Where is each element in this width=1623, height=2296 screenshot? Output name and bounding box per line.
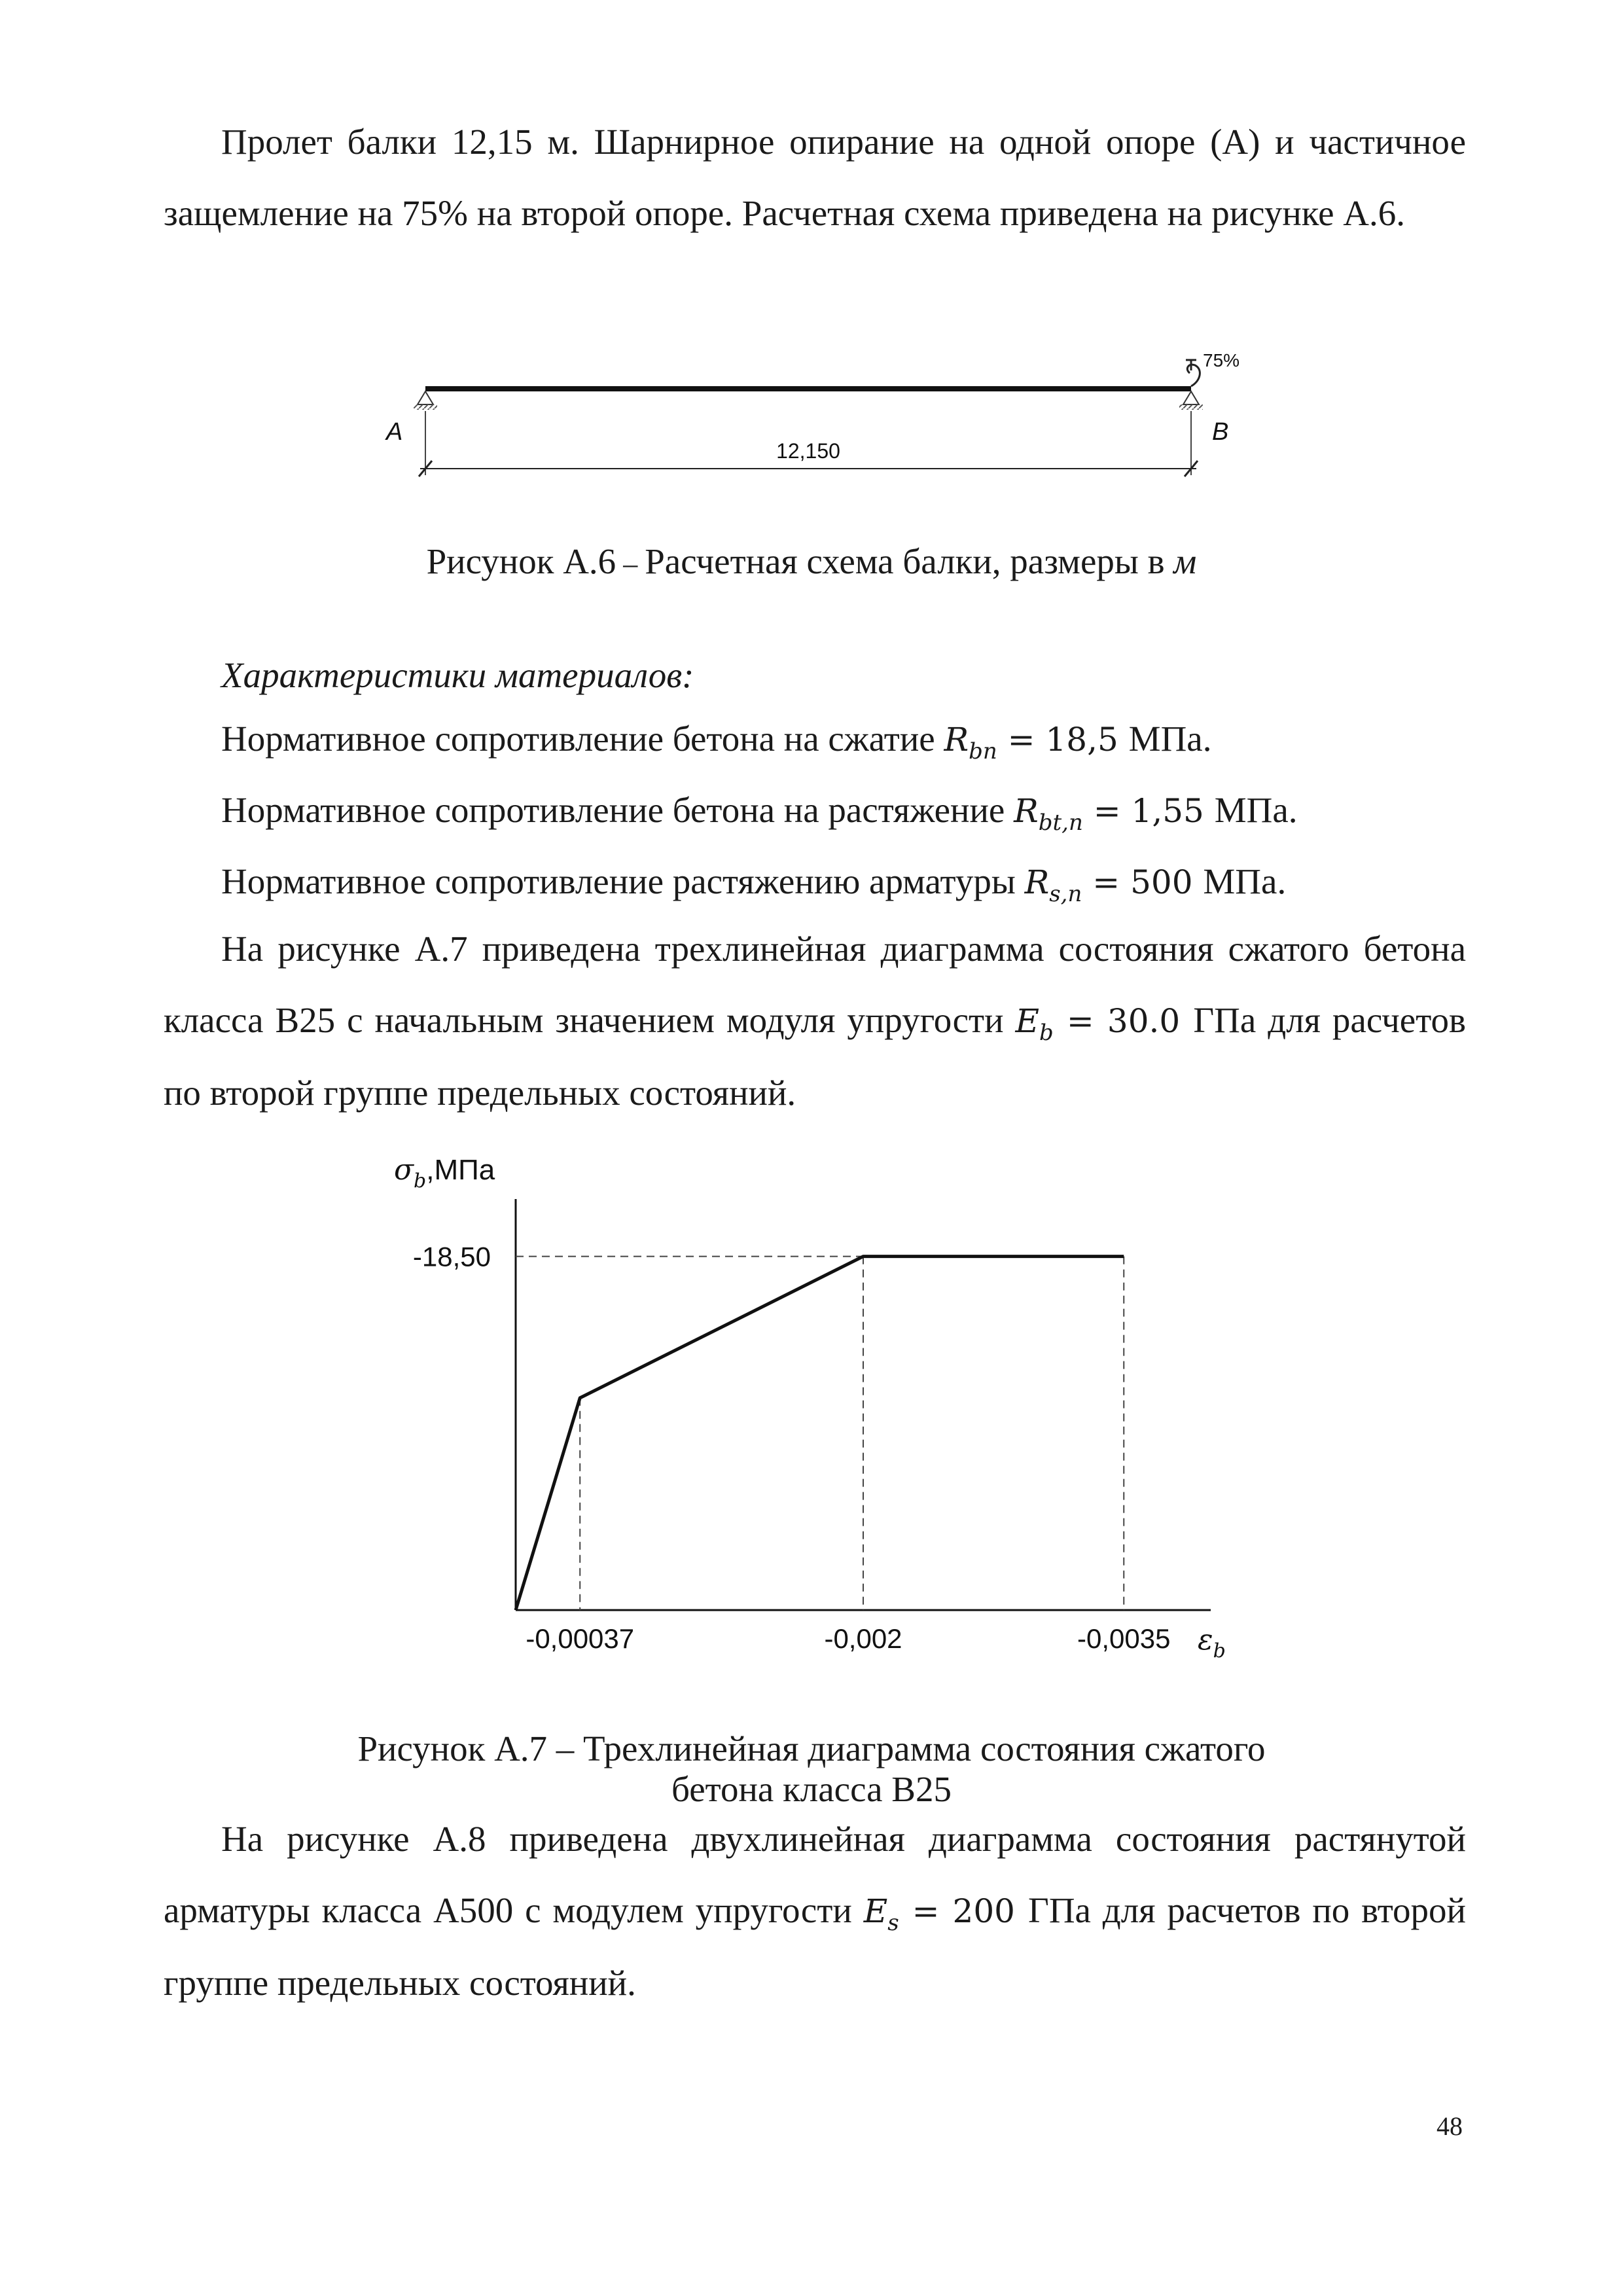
rsn-value: = 500 xyxy=(1082,863,1204,901)
rbtn-line xyxy=(221,789,1298,836)
p3-symbol: E xyxy=(863,1892,888,1930)
paragraph-rebar-diagram xyxy=(164,1803,1466,2018)
p3-value: = 200 xyxy=(899,1892,1029,1930)
rbtn-symbol: R xyxy=(1014,792,1039,830)
caption-a6-prefix: Рисунок А.6 xyxy=(426,541,616,581)
clamp-percent-label: 75% xyxy=(1203,350,1240,370)
concrete-stress-strain-chart xyxy=(366,1139,1270,1662)
rsn-line xyxy=(221,861,1287,907)
x-axis-label: $\varepsilon_b$ xyxy=(1198,1623,1226,1662)
partial-clamp-spring-icon xyxy=(1186,360,1200,386)
p3-subscript: s xyxy=(887,1910,899,1936)
figure-a7-caption-line1: Рисунок А.7 – Трехлинейная диаграмма состояния сжатого xyxy=(357,1729,1266,1768)
x-tick-label: -0,002 xyxy=(824,1623,902,1654)
rbn-line xyxy=(221,718,1212,764)
caption-a6-dash: – xyxy=(616,548,645,580)
y-tick-label: -18,50 xyxy=(412,1241,491,1272)
rbn-symbol: R xyxy=(944,721,969,759)
y-axis-label: $\sigma_b,МПа$ xyxy=(394,1153,495,1193)
caption-a6-text: Расчетная схема балки, размеры в xyxy=(645,541,1174,581)
rbn-text: Нормативное сопротивление бетона на сжатие xyxy=(221,719,944,759)
paragraph-span: Пролет балки 12,15 м. Шарнирное опирание на одной опоре (А) и частичное защемление на 75% на второй опоре. Расчетная схема приведена на рисунке А.6. xyxy=(164,122,1466,233)
support-b-label: B xyxy=(1212,418,1229,446)
figure-a6-caption xyxy=(0,541,1623,585)
p2-tail: ГПа для расчетов по второй группе предельных состояний. xyxy=(164,1000,1466,1113)
support-b-pin xyxy=(1179,391,1203,410)
rbtn-text: Нормативное сопротивление бетона на растяжение xyxy=(221,790,1014,830)
rsn-unit: МПа. xyxy=(1203,861,1287,901)
stress-strain-series-line xyxy=(516,1257,1124,1610)
rsn-text: Нормативное сопротивление растяжению арматуры xyxy=(221,861,1025,901)
p2-value: = 30.0 xyxy=(1053,1002,1194,1040)
p2-text: На рисунке А.7 приведена трехлинейная диаграмма состояния сжатого бетона класса В25 с начальным значением модуля упругости xyxy=(164,929,1466,1040)
x-tick-label: -0,0035 xyxy=(1077,1623,1171,1654)
figure-a7-caption-line2: бетона класса В25 xyxy=(671,1769,952,1809)
x-tick-label: -0,00037 xyxy=(526,1623,635,1654)
materials-heading: Характеристики материалов: xyxy=(221,655,694,695)
rbtn-value: = 1,55 xyxy=(1082,792,1215,830)
p2-subscript: b xyxy=(1039,1020,1054,1046)
support-a-label: A xyxy=(386,418,403,446)
rbn-unit: МПа. xyxy=(1128,719,1212,759)
p3-tail: ГПа для расчетов по второй группе предельных состояний. xyxy=(164,1890,1466,2003)
rbtn-unit: МПа. xyxy=(1214,790,1298,830)
rbtn-subscript: bt,n xyxy=(1038,810,1083,836)
beam-scheme-figure xyxy=(366,340,1283,491)
paragraph-concrete-diagram xyxy=(164,913,1466,1128)
p3-text: На рисунке А.8 приведена двухлинейная диаграмма состояния растянутой арматуры класса А500 с модулем упругости xyxy=(164,1819,1466,1930)
rsn-subscript: s,n xyxy=(1049,881,1082,907)
page-number: 48 xyxy=(1436,2111,1463,2141)
rsn-symbol: R xyxy=(1024,863,1050,901)
caption-a6-unit: м xyxy=(1173,541,1197,581)
p2-symbol: E xyxy=(1015,1002,1039,1040)
span-dimension-label: 12,150 xyxy=(776,439,840,463)
support-a-pin xyxy=(414,391,437,410)
rbn-value: = 18,5 xyxy=(997,721,1129,759)
rbn-subscript: bn xyxy=(969,738,997,764)
